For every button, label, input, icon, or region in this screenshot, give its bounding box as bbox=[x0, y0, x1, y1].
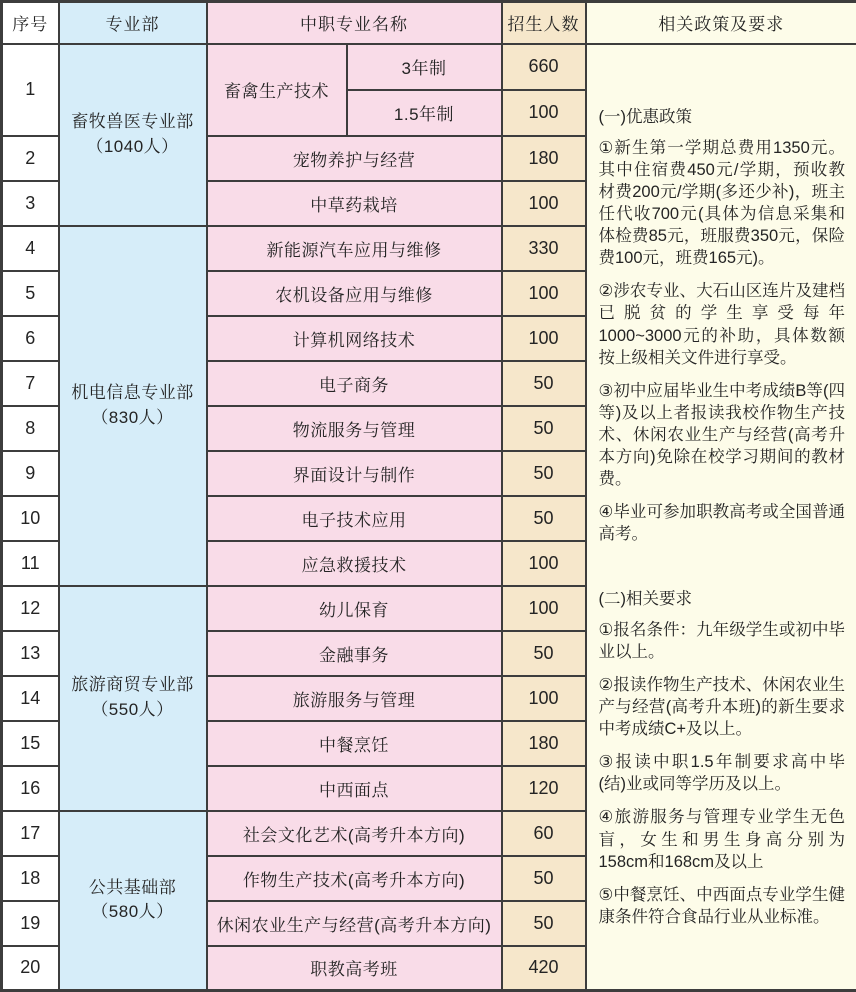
serial-cell: 17 bbox=[2, 811, 59, 856]
enrollment-count-cell: 100 bbox=[502, 676, 586, 721]
department-cell bbox=[59, 811, 207, 991]
header-major: 中职专业名称 bbox=[207, 2, 502, 44]
enrollment-count-cell: 50 bbox=[502, 901, 586, 946]
major-cell: 电子商务 bbox=[207, 361, 502, 406]
enrollment-count-cell: 50 bbox=[502, 406, 586, 451]
major-cell: 物流服务与管理 bbox=[207, 406, 502, 451]
major-cell: 中餐烹饪 bbox=[207, 721, 502, 766]
major-cell: 应急救援技术 bbox=[207, 541, 502, 586]
serial-cell: 16 bbox=[2, 766, 59, 811]
policy-item: ②涉农专业、大石山区连片及建档已脱贫的学生享受每年1000~3000元的补助，具体数额按上级相关文件进行享受。 bbox=[599, 280, 846, 368]
enrollment-count-cell: 330 bbox=[502, 226, 586, 271]
department-name: 旅游商贸专业部 bbox=[60, 673, 206, 698]
policy-item: ④毕业可参加职教高考或全国普通高考。 bbox=[599, 501, 846, 545]
serial-cell: 12 bbox=[2, 586, 59, 631]
enrollment-count-cell: 50 bbox=[502, 856, 586, 901]
enrollment-count-cell: 120 bbox=[502, 766, 586, 811]
department-capacity: （1040人） bbox=[60, 135, 206, 160]
major-cell: 中草药栽培 bbox=[207, 181, 502, 226]
duration-cell: 3年制 bbox=[347, 44, 502, 90]
enrollment-count-cell: 420 bbox=[502, 946, 586, 991]
major-cell: 职教高考班 bbox=[207, 946, 502, 991]
policy-section-title: (二)相关要求 bbox=[599, 588, 846, 610]
policy-item: ①新生第一学期总费用1350元。其中住宿费450元/学期，预收教材费200元/学期(多还少补)，班主任代收700元(具体为信息采集和体检费85元，班服费350元，保险费100元，班费165元)。 bbox=[599, 137, 846, 270]
major-cell: 社会文化艺术(高考升本方向) bbox=[207, 811, 502, 856]
enrollment-count-cell: 100 bbox=[502, 181, 586, 226]
enrollment-count-cell: 50 bbox=[502, 631, 586, 676]
enrollment-count-cell: 100 bbox=[502, 586, 586, 631]
major-cell: 新能源汽车应用与维修 bbox=[207, 226, 502, 271]
serial-cell: 13 bbox=[2, 631, 59, 676]
policy-content bbox=[599, 106, 846, 928]
serial-cell: 19 bbox=[2, 901, 59, 946]
table-row bbox=[2, 44, 856, 90]
serial-cell: 4 bbox=[2, 226, 59, 271]
serial-cell: 20 bbox=[2, 946, 59, 991]
department-capacity: （550人） bbox=[60, 698, 206, 723]
header-serial: 序号 bbox=[2, 2, 59, 44]
serial-cell: 7 bbox=[2, 361, 59, 406]
header-row bbox=[2, 2, 856, 44]
enrollment-count-cell: 60 bbox=[502, 811, 586, 856]
header-enrollment: 招生人数 bbox=[502, 2, 586, 44]
enrollment-count-cell: 50 bbox=[502, 361, 586, 406]
enrollment-count-cell: 50 bbox=[502, 451, 586, 496]
policy-item: ③初中应届毕业生中考成绩B等(四等)及以上者报读我校作物生产技术、休闲农业生产与经营(高考升本方向)免除在校学习期间的教材费。 bbox=[599, 380, 846, 491]
department-name: 畜牧兽医专业部 bbox=[60, 110, 206, 135]
department-capacity: （580人） bbox=[60, 900, 206, 925]
department-name: 公共基础部 bbox=[60, 876, 206, 901]
enrollment-count-cell: 100 bbox=[502, 316, 586, 361]
major-cell: 中西面点 bbox=[207, 766, 502, 811]
header-policy: 相关政策及要求 bbox=[586, 2, 856, 44]
policy-cell bbox=[586, 44, 856, 991]
major-cell: 畜禽生产技术 bbox=[207, 44, 347, 136]
major-cell: 休闲农业生产与经营(高考升本方向) bbox=[207, 901, 502, 946]
policy-item: ③报读中职1.5年制要求高中毕(结)业或同等学历及以上。 bbox=[599, 751, 846, 795]
serial-cell: 11 bbox=[2, 541, 59, 586]
department-cell bbox=[59, 226, 207, 586]
serial-cell: 14 bbox=[2, 676, 59, 721]
enrollment-count-cell: 100 bbox=[502, 90, 586, 136]
serial-cell: 10 bbox=[2, 496, 59, 541]
enrollment-count-cell: 180 bbox=[502, 136, 586, 181]
header-department: 专业部 bbox=[59, 2, 207, 44]
policy-item: ④旅游服务与管理专业学生无色盲，女生和男生身高分别为158cm和168cm及以上 bbox=[599, 806, 846, 872]
major-cell: 电子技术应用 bbox=[207, 496, 502, 541]
serial-cell: 2 bbox=[2, 136, 59, 181]
enrollment-count-cell: 180 bbox=[502, 721, 586, 766]
serial-cell: 3 bbox=[2, 181, 59, 226]
serial-cell: 1 bbox=[2, 44, 59, 136]
major-cell: 农机设备应用与维修 bbox=[207, 271, 502, 316]
major-cell: 幼儿保育 bbox=[207, 586, 502, 631]
enrollment-count-cell: 660 bbox=[502, 44, 586, 90]
policy-item: ⑤中餐烹饪、中西面点专业学生健康条件符合食品行业从业标准。 bbox=[599, 884, 846, 928]
major-cell: 旅游服务与管理 bbox=[207, 676, 502, 721]
department-cell bbox=[59, 44, 207, 226]
policy-item: ②报读作物生产技术、休闲农业生产与经营(高考升本班)的新生要求中考成绩C+及以上。 bbox=[599, 674, 846, 740]
serial-cell: 5 bbox=[2, 271, 59, 316]
major-cell: 计算机网络技术 bbox=[207, 316, 502, 361]
major-cell: 界面设计与制作 bbox=[207, 451, 502, 496]
department-capacity: （830人） bbox=[60, 406, 206, 431]
department-name: 机电信息专业部 bbox=[60, 381, 206, 406]
policy-section-title: (一)优惠政策 bbox=[599, 106, 846, 128]
major-cell: 作物生产技术(高考升本方向) bbox=[207, 856, 502, 901]
serial-cell: 9 bbox=[2, 451, 59, 496]
serial-cell: 6 bbox=[2, 316, 59, 361]
serial-cell: 8 bbox=[2, 406, 59, 451]
serial-cell: 15 bbox=[2, 721, 59, 766]
enrollment-count-cell: 100 bbox=[502, 541, 586, 586]
department-cell bbox=[59, 586, 207, 811]
policy-item: ①报名条件：九年级学生或初中毕业以上。 bbox=[599, 619, 846, 663]
enrollment-count-cell: 50 bbox=[502, 496, 586, 541]
major-cell: 宠物养护与经营 bbox=[207, 136, 502, 181]
enrollment-count-cell: 100 bbox=[502, 271, 586, 316]
serial-cell: 18 bbox=[2, 856, 59, 901]
duration-cell: 1.5年制 bbox=[347, 90, 502, 136]
major-cell: 金融事务 bbox=[207, 631, 502, 676]
